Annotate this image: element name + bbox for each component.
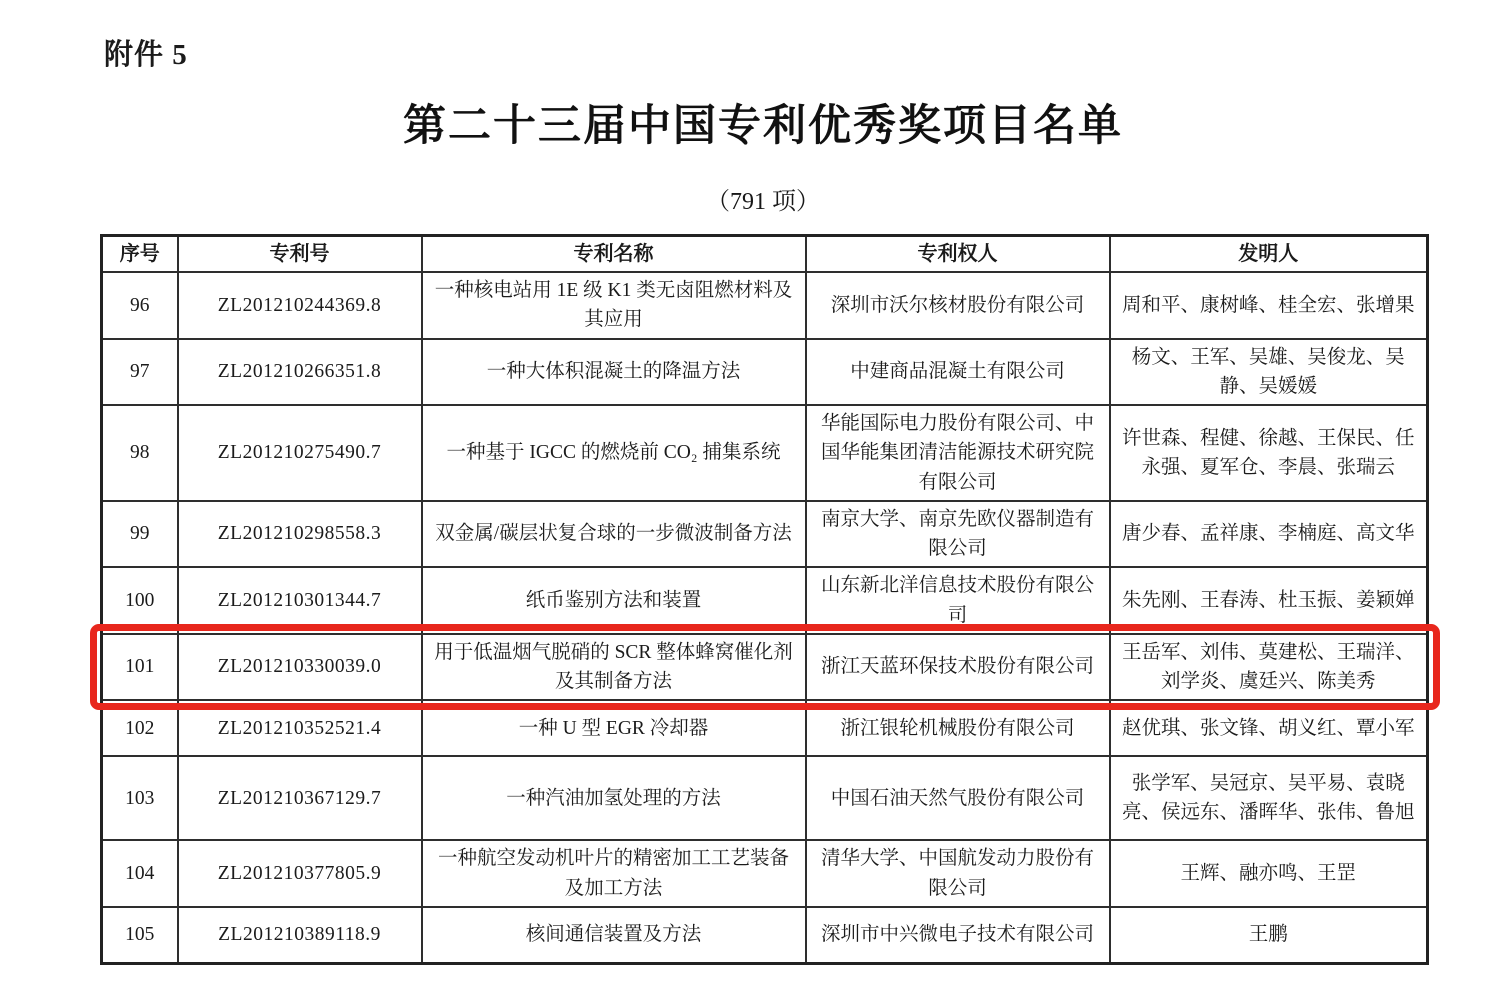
cell-patent-owner: 山东新北洋信息技术股份有限公司 xyxy=(806,567,1110,634)
table-row xyxy=(102,634,1428,701)
header-patent-owner: 专利权人 xyxy=(806,236,1110,273)
cell-patent-name: 一种 U 型 EGR 冷却器 xyxy=(422,700,806,756)
document-content xyxy=(100,0,1426,965)
cell-patent-name: 一种核电站用 1E 级 K1 类无卤阻燃材料及其应用 xyxy=(422,272,806,339)
table-header-row xyxy=(102,236,1428,273)
cell-serial-no: 103 xyxy=(102,756,178,840)
table-row xyxy=(102,272,1428,339)
page-subtitle: （791 项） xyxy=(706,189,820,215)
cell-inventors: 周和平、康树峰、桂全宏、张增果 xyxy=(1110,272,1428,339)
patent-table xyxy=(100,234,1429,965)
cell-inventors: 王辉、融亦鸣、王罡 xyxy=(1110,840,1428,907)
cell-serial-no: 99 xyxy=(102,501,178,568)
cell-patent-no: ZL201210266351.8 xyxy=(178,339,422,406)
table-row xyxy=(102,700,1428,756)
cell-patent-owner: 中国石油天然气股份有限公司 xyxy=(806,756,1110,840)
cell-patent-owner: 华能国际电力股份有限公司、中国华能集团清洁能源技术研究院有限公司 xyxy=(806,405,1110,501)
table-row xyxy=(102,840,1428,907)
cell-patent-name: 用于低温烟气脱硝的 SCR 整体蜂窝催化剂及其制备方法 xyxy=(422,634,806,701)
cell-inventors: 朱先刚、王春涛、杜玉振、姜颖婵 xyxy=(1110,567,1428,634)
cell-patent-no: ZL201210330039.0 xyxy=(178,634,422,701)
cell-serial-no: 97 xyxy=(102,339,178,406)
cell-patent-name: 一种汽油加氢处理的方法 xyxy=(422,756,806,840)
cell-patent-name: 一种基于 IGCC 的燃烧前 CO₂ 捕集系统 xyxy=(422,405,806,501)
cell-inventors: 唐少春、孟祥康、李楠庭、高文华 xyxy=(1110,501,1428,568)
header-patent-name: 专利名称 xyxy=(422,236,806,273)
page-title: 第二十三届中国专利优秀奖项目名单 xyxy=(403,103,1123,150)
table-row xyxy=(102,339,1428,406)
cell-inventors: 杨文、王军、吴雄、吴俊龙、吴静、吴媛媛 xyxy=(1110,339,1428,406)
cell-inventors: 许世森、程健、徐越、王保民、任永强、夏军仓、李晨、张瑞云 xyxy=(1110,405,1428,501)
cell-patent-name: 一种大体积混凝土的降温方法 xyxy=(422,339,806,406)
cell-patent-owner: 浙江天蓝环保技术股份有限公司 xyxy=(806,634,1110,701)
cell-patent-name: 一种航空发动机叶片的精密加工工艺装备及加工方法 xyxy=(422,840,806,907)
cell-serial-no: 104 xyxy=(102,840,178,907)
cell-patent-no: ZL201210367129.7 xyxy=(178,756,422,840)
cell-patent-owner: 中建商品混凝土有限公司 xyxy=(806,339,1110,406)
cell-patent-owner: 南京大学、南京先欧仪器制造有限公司 xyxy=(806,501,1110,568)
cell-patent-name: 纸币鉴别方法和装置 xyxy=(422,567,806,634)
cell-patent-owner: 深圳市沃尔核材股份有限公司 xyxy=(806,272,1110,339)
cell-patent-owner: 浙江银轮机械股份有限公司 xyxy=(806,700,1110,756)
cell-patent-name: 核间通信装置及方法 xyxy=(422,907,806,964)
cell-patent-no: ZL201210377805.9 xyxy=(178,840,422,907)
cell-inventors: 王岳军、刘伟、莫建松、王瑞洋、刘学炎、虞廷兴、陈美秀 xyxy=(1110,634,1428,701)
header-inventors: 发明人 xyxy=(1110,236,1428,273)
patent-table-wrap xyxy=(100,234,1426,965)
cell-serial-no: 101 xyxy=(102,634,178,701)
cell-serial-no: 98 xyxy=(102,405,178,501)
cell-inventors: 赵优琪、张文锋、胡义红、覃小军 xyxy=(1110,700,1428,756)
cell-patent-no: ZL201210244369.8 xyxy=(178,272,422,339)
table-row xyxy=(102,756,1428,840)
cell-serial-no: 102 xyxy=(102,700,178,756)
cell-patent-no: ZL201210275490.7 xyxy=(178,405,422,501)
cell-serial-no: 96 xyxy=(102,272,178,339)
cell-patent-no: ZL201210389118.9 xyxy=(178,907,422,964)
attachment-label: 附件 5 xyxy=(104,39,188,71)
cell-patent-owner: 深圳市中兴微电子技术有限公司 xyxy=(806,907,1110,964)
cell-patent-owner: 清华大学、中国航发动力股份有限公司 xyxy=(806,840,1110,907)
cell-patent-no: ZL201210352521.4 xyxy=(178,700,422,756)
table-row xyxy=(102,501,1428,568)
cell-patent-no: ZL201210301344.7 xyxy=(178,567,422,634)
header-serial-no: 序号 xyxy=(102,236,178,273)
cell-inventors: 张学军、吴冠京、吴平易、袁晓亮、侯远东、潘晖华、张伟、鲁旭 xyxy=(1110,756,1428,840)
table-row xyxy=(102,907,1428,964)
header-patent-no: 专利号 xyxy=(178,236,422,273)
cell-patent-no: ZL201210298558.3 xyxy=(178,501,422,568)
table-row xyxy=(102,567,1428,634)
cell-inventors: 王鹏 xyxy=(1110,907,1428,964)
cell-patent-name: 双金属/碳层状复合球的一步微波制备方法 xyxy=(422,501,806,568)
cell-serial-no: 105 xyxy=(102,907,178,964)
table-row xyxy=(102,405,1428,501)
cell-serial-no: 100 xyxy=(102,567,178,634)
